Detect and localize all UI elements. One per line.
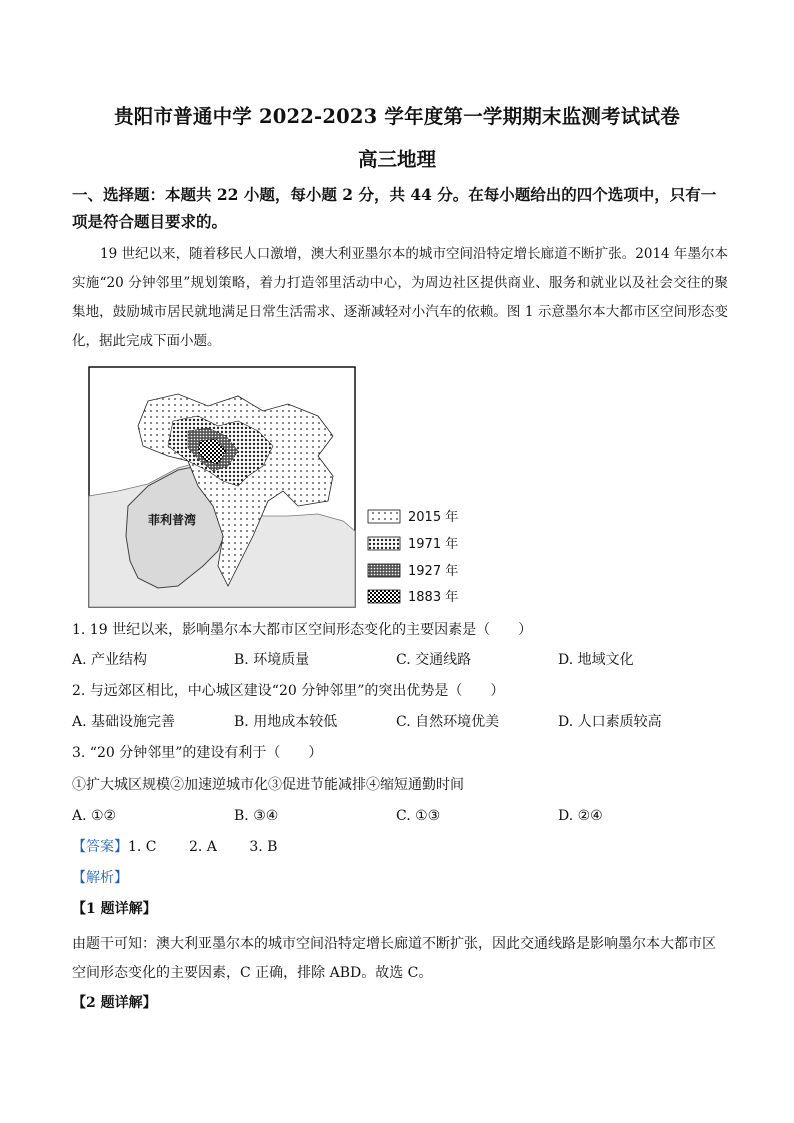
legend-swatch-1883 — [368, 590, 400, 603]
legend-swatch-1971 — [368, 537, 400, 550]
q2-option-b[interactable]: B. 用地成本较低 — [234, 714, 338, 730]
legend-label-1927: 1927 年 — [408, 564, 459, 579]
legend-label-1971: 1971 年 — [408, 537, 459, 552]
exam-subtitle: 高三地理 — [357, 148, 436, 171]
map-legend — [368, 509, 458, 605]
q3-option-c[interactable]: C. ①③ — [396, 808, 441, 824]
answer-line — [72, 837, 728, 857]
q1-option-a[interactable]: A. 产业结构 — [72, 652, 148, 668]
q1-option-b[interactable]: B. 环境质量 — [234, 652, 310, 668]
analysis-tag: 【解析】 — [72, 870, 128, 886]
bay-label: 菲利普湾 — [148, 513, 197, 527]
detail-1-heading: 【1 题详解】 — [72, 901, 157, 917]
detail-2-heading: 【2 题详解】 — [72, 995, 157, 1011]
legend-label-1883: 1883 年 — [408, 590, 459, 605]
question-intro: 19 世纪以来，随着移民人口激增，澳大利亚墨尔本的城市空间沿特定增长廊道不断扩张。2014 年墨尔本实施“20 分钟邻里”规划策略，着力打造邻里活动中心，为周边社区提供商业、服务和就业以及社会交往的聚集地，鼓励城市居民就地满足日常生活需求、逐渐减轻对小汽车的依赖。图 1 示意墨尔本大都市区空间形态变化，据此完成下面小题。 — [72, 246, 728, 349]
melbourne-map-figure — [88, 366, 473, 608]
q2-option-c[interactable]: C. 自然环境优美 — [396, 714, 500, 730]
q1-option-d[interactable]: D. 地域文化 — [558, 652, 634, 668]
question-3-stem: 3. “20 分钟邻里”的建设有利于（ ） — [72, 745, 323, 761]
legend-label-2015: 2015 年 — [408, 510, 459, 525]
exam-title: 贵阳市普通中学 2022-2023 学年度第一学期期末监测考试试卷 — [114, 105, 680, 128]
question-1-stem: 1. 19 世纪以来，影响墨尔本大都市区空间形态变化的主要因素是（ ） — [72, 622, 533, 638]
question-3-statements: ①扩大城区规模②加速逆城市化③促进节能减排④缩短通勤时间 — [72, 777, 464, 793]
q1-option-c[interactable]: C. 交通线路 — [396, 652, 472, 668]
legend-swatch-1927 — [368, 564, 400, 577]
detail-1-text: 由题干可知：澳大利亚墨尔本的城市空间沿特定增长廊道不断扩张，因此交通线路是影响墨尔本大都市区空间形态变化的主要因素，C 正确，排除 ABD。故选 C。 — [72, 936, 716, 981]
answer-tag: 【答案】 — [72, 839, 128, 855]
q3-option-a[interactable]: A. ①② — [72, 808, 117, 824]
answer-text: 1. C 2. A 3. B — [128, 839, 278, 855]
q2-option-d[interactable]: D. 人口素质较高 — [558, 714, 662, 730]
q2-option-a[interactable]: A. 基础设施完善 — [72, 714, 176, 730]
q3-option-b[interactable]: B. ③④ — [234, 808, 279, 824]
q3-option-d[interactable]: D. ②④ — [558, 808, 603, 824]
question-2-stem: 2. 与远郊区相比，中心城区建设“20 分钟邻里”的突出优势是（ ） — [72, 683, 505, 699]
legend-swatch-2015 — [368, 510, 400, 523]
section-heading: 一、选择题：本题共 22 小题，每小题 2 分，共 44 分。在每小题给出的四个选项中，只有一项是符合题目要求的。 — [72, 185, 717, 231]
